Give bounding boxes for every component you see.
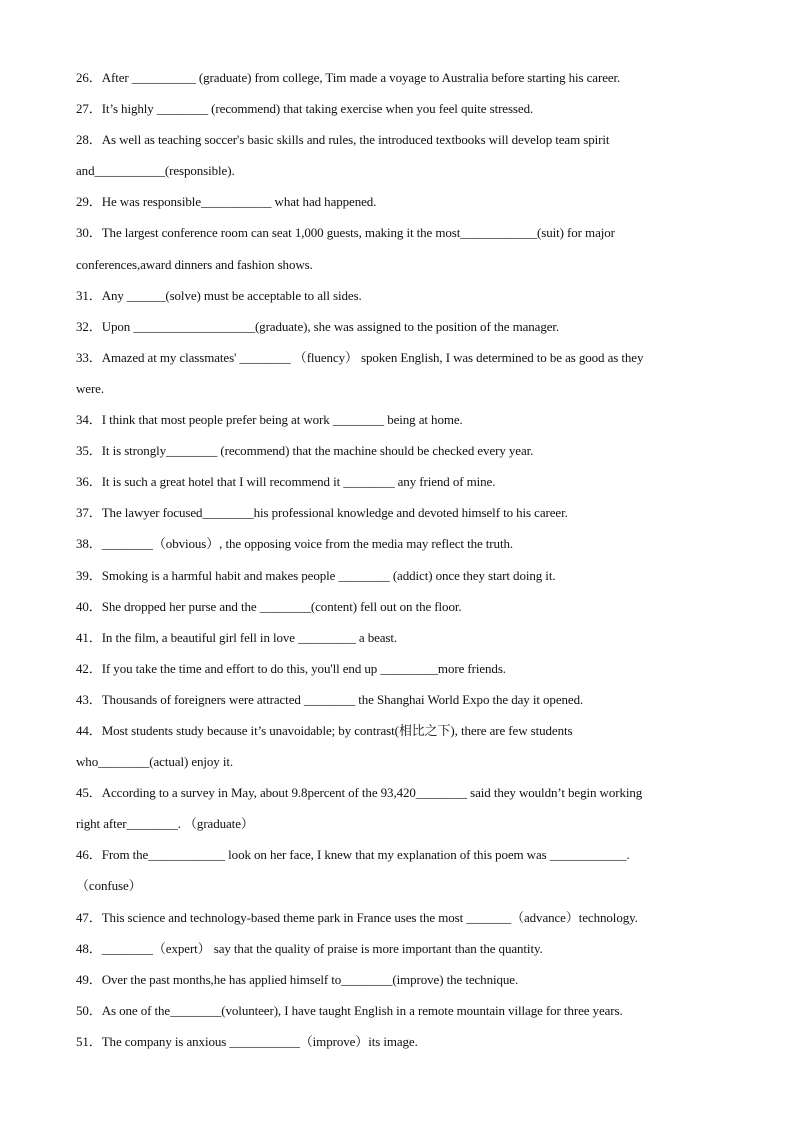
text-line: 39．Smoking is a harmful habit and makes people ________ (addict) once they start doing it. (76, 567, 556, 583)
text-line: 36．It is such a great hotel that I will recommend it ________ any friend of mine. (76, 474, 496, 490)
text-line: 43．Thousands of foreigners were attracted ________ the Shanghai World Expo the day it opened. (76, 691, 584, 707)
text-line: conferences,award dinners and fashion shows. (76, 256, 313, 272)
text-line: right after________. （graduate） (76, 816, 254, 832)
text-line: 26．After __________ (graduate) from college, Tim made a voyage to Australia before starting his career. (76, 70, 621, 85)
text-line: （confuse） (76, 878, 142, 894)
text-line: 28．As well as teaching soccer's basic skills and rules, the introduced textbooks will develop team spirit (76, 132, 610, 148)
text-line: 50．As one of the________(volunteer), I have taught English in a remote mountain village for three years. (76, 1002, 623, 1018)
text-line: 30．The largest conference room can seat 1,000 guests, making it the most____________(suit) for major (76, 225, 615, 241)
text-line: 48．________（expert） say that the quality of praise is more important than the quantity. (76, 940, 543, 956)
text-line: 44．Most students study because it’s unavoidable; by contrast(相比之下), there are few students (76, 722, 573, 738)
text-line: 32．Upon ___________________(graduate), she was assigned to the position of the manager. (76, 318, 560, 334)
text-line: 27．It’s highly ________ (recommend) that taking exercise when you feel quite stressed. (76, 101, 534, 117)
text-line: were. (76, 380, 105, 396)
text-line: and___________(responsible). (76, 163, 235, 179)
text-line: 51．The company is anxious ___________（improve）its image. (76, 1033, 418, 1049)
text-line: 37．The lawyer focused________his professional knowledge and devoted himself to his career. (76, 505, 568, 521)
text-line: 34．I think that most people prefer being at work ________ being at home. (76, 412, 463, 428)
text-line: 45．According to a survey in May, about 9.8percent of the 93,420________ said they wouldn’t begin working (76, 785, 643, 801)
text-line: 49．Over the past months,he has applied himself to________(improve) the technique. (76, 971, 519, 987)
text-line: 33．Amazed at my classmates' ________ （fluency） spoken English, I was determined to be as good as they (76, 349, 644, 365)
worksheet-page (76, 62, 716, 1057)
text-line: 31．Any ______(solve) must be acceptable to all sides. (76, 287, 362, 303)
text-line: 46．From the____________ look on her face, I knew that my explanation of this poem was ____________. (76, 847, 630, 863)
text-line: 41．In the film, a beautiful girl fell in love _________ a beast. (76, 629, 398, 645)
text-line: who________(actual) enjoy it. (76, 754, 234, 770)
text-line: 42．If you take the time and effort to do this, you'll end up _________more friends. (76, 660, 506, 676)
text-line: 40．She dropped her purse and the ________(content) fell out on the floor. (76, 598, 462, 614)
text-line: 47．This science and technology-based theme park in France uses the most _______（advance）technology. (76, 909, 638, 925)
text-line: 38．________（obvious）, the opposing voice from the media may reflect the truth. (76, 536, 514, 552)
text-line: 35．It is strongly________ (recommend) that the machine should be checked every year. (76, 443, 534, 459)
text-line: 29．He was responsible___________ what had happened. (76, 194, 377, 210)
